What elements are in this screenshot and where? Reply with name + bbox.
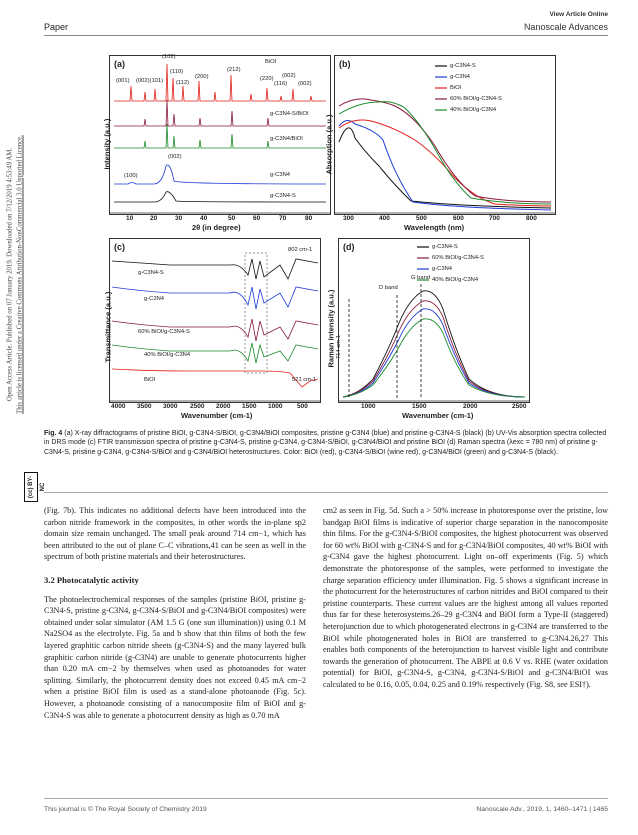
xtick-d-1500: 1500 xyxy=(412,403,427,410)
series-c-bioi: BiOI xyxy=(144,377,156,383)
series-label-gc3n4: g-C3N4 xyxy=(270,172,290,178)
raman-714-annot: 714 cm-1 xyxy=(336,334,343,360)
xtick-d-2500: 2500 xyxy=(512,403,527,410)
peak-label-002c: (002) xyxy=(298,81,312,87)
view-article-online-link[interactable]: View Article Online xyxy=(549,11,608,18)
raman-d-band-label: D band xyxy=(379,285,398,291)
xtick-a-20: 20 xyxy=(150,215,158,222)
open-access-line-2[interactable]: This article is licensed under a Creative Commons Attribution-NonCommercial 3.0 Unported Licence. xyxy=(16,135,23,414)
xtick-b-700: 700 xyxy=(489,215,500,222)
xtick-c-1500: 1500 xyxy=(242,403,257,410)
legend-b-gc3n4s: g-C3N4-S xyxy=(450,63,476,69)
peak-label-002-101: (002)(101) xyxy=(136,78,164,84)
figure-panel-d xyxy=(338,238,530,403)
uvvis-plot xyxy=(335,56,555,214)
legend-d-gc3n4s: g-C3N4-S xyxy=(432,244,458,250)
xtick-a-40: 40 xyxy=(200,215,208,222)
xtick-d-1000: 1000 xyxy=(361,403,376,410)
panel-b-label: (b) xyxy=(339,59,351,69)
peak-label-212: (212) xyxy=(227,67,241,73)
legend-b-40bioi: 40% BiOI/g-C3N4 xyxy=(450,107,497,113)
peak-label-002b: (002) xyxy=(282,73,296,79)
xtick-d-2000: 2000 xyxy=(463,403,478,410)
ylabel-d: Raman Intensity (a.u.) xyxy=(326,289,336,368)
body-column-left xyxy=(44,505,306,721)
open-access-notice xyxy=(6,55,25,495)
raman-plot xyxy=(339,239,529,402)
xtick-b-500: 500 xyxy=(416,215,427,222)
footer-citation: Nanoscale Adv., 2019, 1, 1460–1471 | 1465 xyxy=(476,806,608,813)
paragraph-raman-discussion: (Fig. 7b). This indicates no additional defects have been introduced into the carbon nitride framework in the composites, in other words the in-plane sp2 domain size remain unchanged. The small peak around 714 cm−1, which has been attributed to the out of plane C–C vibrations,41 can be seen as well in the spectrum of both pristine materials and their heterostructures. xyxy=(44,506,306,562)
xtick-c-2000: 2000 xyxy=(216,403,231,410)
xlabel-b: Wavelength (nm) xyxy=(404,223,465,232)
legend-d-60bioi: 60% BiOI/g-C3N4-S xyxy=(432,255,484,261)
ftir-trace-40bioi xyxy=(112,343,318,363)
figure-panel-c xyxy=(109,238,321,403)
xrd-trace-gc3n4 xyxy=(114,165,326,184)
xtick-c-1000: 1000 xyxy=(268,403,283,410)
xtick-a-50: 50 xyxy=(228,215,236,222)
xtick-c-3500: 3500 xyxy=(137,403,152,410)
xtick-c-4000: 4000 xyxy=(111,403,126,410)
panel-a-label: (a) xyxy=(114,59,125,69)
ftir-trace-gc3n4 xyxy=(112,287,318,309)
series-c-40bioi: 40% BiOI/g-C3N4 xyxy=(144,352,191,358)
series-label-gc3n4-bioi: g-C3N4/BiOI xyxy=(270,136,303,142)
panel-c-label: (c) xyxy=(114,242,125,252)
uvvis-trace-40bioi xyxy=(339,102,551,204)
legend-b-bioi: BiOI xyxy=(450,85,462,91)
peak-label-220: (220) xyxy=(260,76,274,82)
header-journal-name: Nanoscale Advances xyxy=(523,22,608,32)
peak-label-102: (102) xyxy=(162,54,176,60)
xtick-c-3000: 3000 xyxy=(163,403,178,410)
body-column-right xyxy=(323,505,608,691)
peak-label-002-top: (002) xyxy=(168,154,182,160)
figure-caption xyxy=(44,429,607,457)
series-label-gc3n4s-bioi: g-C3N4-S/BiOI xyxy=(270,111,309,117)
peak-label-001: (001) xyxy=(116,78,130,84)
figure-caption-label: Fig. 4 xyxy=(44,430,63,437)
ylabel-a: Intensity (a.u.) xyxy=(102,118,112,170)
peak-label-110: (110) xyxy=(170,69,184,75)
annot-c-802: 802 cm-1 xyxy=(288,247,313,253)
uvvis-trace-gc3n4s xyxy=(339,128,551,208)
legend-d-gc3n4: g-C3N4 xyxy=(432,266,452,272)
ftir-trace-gc3n4s xyxy=(112,259,318,279)
panel-d-label: (d) xyxy=(343,242,355,252)
ylabel-c: Transmittance (a.u.) xyxy=(103,291,113,363)
series-c-gc3n4: g-C3N4 xyxy=(144,296,164,302)
series-c-60bioi: 60% BiOI/g-C3N4-S xyxy=(138,329,190,335)
annot-c-521: 521 cm-1 xyxy=(292,377,317,383)
xlabel-c: Wavenumber (cm-1) xyxy=(181,411,253,420)
figure-panel-a xyxy=(109,55,331,215)
raman-trace-gc3n4s xyxy=(343,291,525,397)
ftir-plot xyxy=(110,239,320,402)
footer-divider xyxy=(44,798,608,799)
cc-by-nc-badge[interactable]: (cc) BY-NC xyxy=(24,472,38,502)
header-journal-section: Paper xyxy=(44,22,69,32)
xtick-c-2500: 2500 xyxy=(190,403,205,410)
xtick-c-500: 500 xyxy=(297,403,308,410)
raman-g-band-label: G band xyxy=(411,275,431,281)
xtick-b-400: 400 xyxy=(379,215,390,222)
peak-label-200: (200) xyxy=(195,74,209,80)
xtick-a-10: 10 xyxy=(126,215,134,222)
xtick-a-70: 70 xyxy=(279,215,287,222)
xtick-a-30: 30 xyxy=(175,215,183,222)
uvvis-trace-60bioi xyxy=(339,99,551,202)
legend-b-60bioi: 60% BiOI/g-C3N4-S xyxy=(450,96,502,102)
series-label-bioi: BiOI xyxy=(265,59,277,65)
ylabel-b: Absorption (a.u.) xyxy=(324,114,334,175)
xlabel-a: 2θ (in degree) xyxy=(192,223,241,232)
header-divider xyxy=(44,35,608,36)
figure-caption-text: (a) X-ray diffractograms of pristine BiOI, g-C3N4-S/BiOI, g-C3N4/BiOI composites, pristine g-C3N4 (blue) and pristine g-C3N4-S (black) (b) UV-Vis absorption spectra collected in DRS mode (c) FTIR transmission spectra of pristine g-C3N4-S, pristine g-C3N4, g-C3N4-S/BiOI, g-C3N4/BiOI and pristine BiOI (d) Raman spectra (λexc = 780 nm) of pristine g-C3N4-S, pristine g-C3N4, g-C3N4-S/BiOI and g-C3N4/BiOI heterostructures. Color: BiOI (red), g-C3N4-S/BiOI (wine red), g-C3N4/BiOI (green) and g-C3N4-S (black). xyxy=(44,430,607,456)
xlabel-d: Wavenumber (cm-1) xyxy=(402,411,474,420)
xtick-b-300: 300 xyxy=(343,215,354,222)
peak-label-116: (116) xyxy=(274,81,288,87)
xtick-b-600: 600 xyxy=(453,215,464,222)
legend-d-40bioi: 40% BiOI/g-C3N4 xyxy=(432,277,479,283)
peak-label-112: (112) xyxy=(176,80,190,86)
section-title-photocatalytic: 3.2 Photocatalytic activity xyxy=(44,574,139,585)
xtick-a-80: 80 xyxy=(305,215,313,222)
paragraph-photoelectrochemical: The photoelectrochemical responses of the samples (pristine BiOI, pristine g-C3N4-S, pristine g-C3N4, g-C3N4-S/BiOI and g-C3N4/BiOI composites) were obtained under solar simulator (AM 1.5 G (one sun illumination)) using 0.1 M Na2SO4 as the electrolyte. Fig. 5a and b show that thin films of both the few layered graphitic carbon nitride sheets (g-C3N4-S) and the many layered bulk graphitic carbon nitride (g-C3N4) are unable to generate photocurrents higher than 0.20 mA cm−2 by themselves when used as photoanodes for water splitting. Similarly, the photocurrent density does not exceed 0.45 mA cm−2 when a pristine BiOI film is used as a stand-alone photoanode (Fig. 5c). However, a photoanode consisting of a nanocomposite film of BiOI and g-C3N4-S was able to generate a photocurrent density as high as 0.70 mA xyxy=(44,594,306,720)
xtick-b-800: 800 xyxy=(526,215,537,222)
raman-trace-60bioi xyxy=(343,301,525,397)
footer-copyright: This journal is © The Royal Society of Chemistry 2019 xyxy=(44,806,207,813)
legend-b-gc3n4: g-C3N4 xyxy=(450,74,470,80)
series-label-gc3n4s: g-C3N4-S xyxy=(270,193,296,199)
ftir-trace-bioi xyxy=(112,369,318,387)
figure-panel-b xyxy=(334,55,556,215)
peak-label-100: (100) xyxy=(124,173,138,179)
open-access-line-1: Open Access Article. Published on 07 January 2019. Downloaded on 7/12/2019 4:53:49 AM. xyxy=(6,147,14,402)
xtick-a-60: 60 xyxy=(253,215,261,222)
series-c-gc3n4s: g-C3N4-S xyxy=(138,270,164,276)
caption-divider xyxy=(44,492,608,493)
paragraph-photocurrent: cm2 as seen in Fig. 5d. Such a > 50% increase in photoresponse over the pristine, low bandgap BiOI films is indicative of superior charge separation in the nanocomposite thin films. For the g-C3N4-S/BiOI composites, the highest photocurrent was observed for 60 wt% BiOI with g-C3N4-S and for g-C3N4/BiOI composites, 40 wt% BiOI with g-C3N4 gave the highest photocurrent. Light on–off experiments (Fig. 5) which demonstrate the photoresponse of the samples, were performed to investigate the charge separation efficiency under illumination. Fig. 5 shows a significant increase in the photocurrent for the heterostructures of carbon nitrides and BiOI compared to their pristine counterparts. These current values are the highest among all values reported thus far for these heterosystems.26–29 g-C3N4 and BiOI form a Type-II (staggered) heterojunction due to which photogenerated electrons in g-C3N4 are transferred to the BiOI while photogenerated holes in BiOI are transferred to g-C3N4.26,27 This enables both components of the heterojunction to harvest visible light and contribute towards the generation of photocurrent. The ABPE at 0.6 V vs. RHE (water oxidation potential) for BiOI, g-C3N4-S, g-C3N4, g-C3N4-S/BiOI and g-C3N4/BiOI was calculated to be 0.16, 0.05, 0.04, 0.25 and 0.19% respectively (Fig. S8, see ESI†). xyxy=(323,506,608,689)
